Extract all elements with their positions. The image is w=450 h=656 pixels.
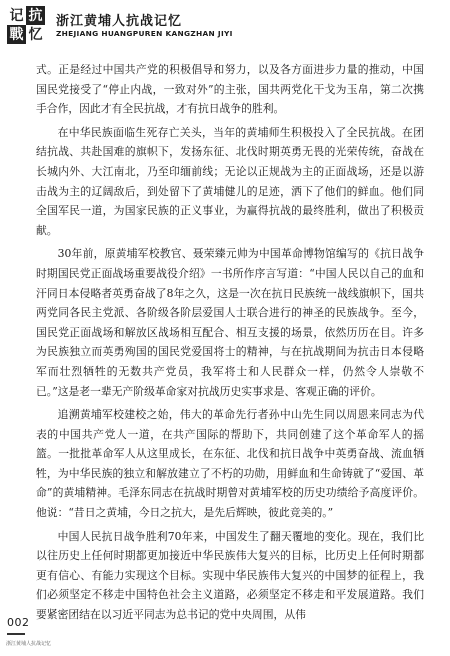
logo-char: 忆 [26, 25, 45, 44]
body-text [36, 60, 424, 625]
paragraph: 中国人民抗日战争胜利70年来，中国发生了翻天覆地的变化。现在，我们比以往历史上任何时期都更加接近中华民族伟大复兴的目标，比历史上任何时期都更有信心、有能力实现这个目标。实现中华民族伟大复兴的中国梦的征程上，我们必须坚定不移走中国特色社会主义道路，必须坚定不移走和平发展道路。我们要紧密团结在以习近平同志为总书记的党中央周围，从伟 [36, 529, 424, 622]
paragraph: 30年前，原黄埔军校教官、聂荣臻元帅为中国革命博物馆编写的《抗日战争时期国民党正面战场重要战役介绍》一书所作序言写道：“中国人民以自己的血和汗同日本侵略者英勇奋战了8年之久，这是一次在抗日民族统一战线旗帜下，国共两党同各民主党派、各阶级各阶层爱国人士联合进行的神圣的民族战争。至今，国民党正面战场和解放区战场相互配合、相互支援的场景，依然历历在目。许多为民族独立而英勇殉国的国民党爱国将士的精神，与在抗战期间为抗击日本侵略军而壮烈牺牲的无数共产党员，我军将士和人民群众一样，仍然令人崇敬不已。”这是老一辈无产阶级革命家对抗战历史实事求是、客观正确的评价。 [36, 247, 424, 398]
paragraph: 式。正是经过中国共产党的积极倡导和努力，以及各方面进步力量的推动，中国国民党接受了“停止内战，一致对外”的主张，国共两党化干戈为玉帛，第二次携手合作，因此才有全民抗战，才有抗日战争的胜利。 [36, 63, 424, 116]
footer-divider [7, 633, 25, 635]
paragraph: 在中华民族面临生死存亡关头，当年的黄埔师生积极投入了全民抗战。在团结抗战、共赴国难的旗帜下，发扬东征、北伐时期英勇无畏的光荣传统，奋战在长城内外、大江南北，乃至印缅前线；无论以正规战为主的正面战场，还是以游击战为主的辽阔敌后，到处留下了黄埔健儿的足迹，洒下了他们的鲜血。他们同全国军民一道，为国家民族的正义事业，为赢得抗战的最终胜利，做出了积极贡献。 [36, 125, 424, 237]
book-title: 浙江黄埔人抗战记忆 [56, 14, 183, 29]
page-number: 002 [7, 616, 30, 629]
book-title-pinyin: ZHEJIANG HUANGPUREN KANGZHAN JIYI [56, 29, 233, 38]
logo-char: 记 [7, 6, 26, 25]
footer-caption: 浙江黄埔人抗战记忆 [6, 641, 52, 647]
paragraph: 追溯黄埔军校建校之始，伟大的革命先行者孙中山先生同以周恩来同志为代表的中国共产党人一道，在共产国际的帮助下，共同创建了这个革命军人的摇篮。一批批革命军人从这里成长，在东征、北伐和抗日战争中英勇奋战、流血牺牲，为中华民族的独立和解放建立了不朽的功勋，用鲜血和生命铸就了“爱国、革命”的黄埔精神。毛泽东同志在抗战时期曾对黄埔军校的历史功绩给予高度评价。他说：“昔日之黄埔，今日之抗大，是先后辉映，彼此竞美的。” [36, 408, 424, 520]
logo-char: 抗 [26, 6, 45, 25]
book-logo [7, 6, 45, 44]
page-header [0, 0, 450, 58]
logo-char: 戰 [7, 25, 26, 44]
